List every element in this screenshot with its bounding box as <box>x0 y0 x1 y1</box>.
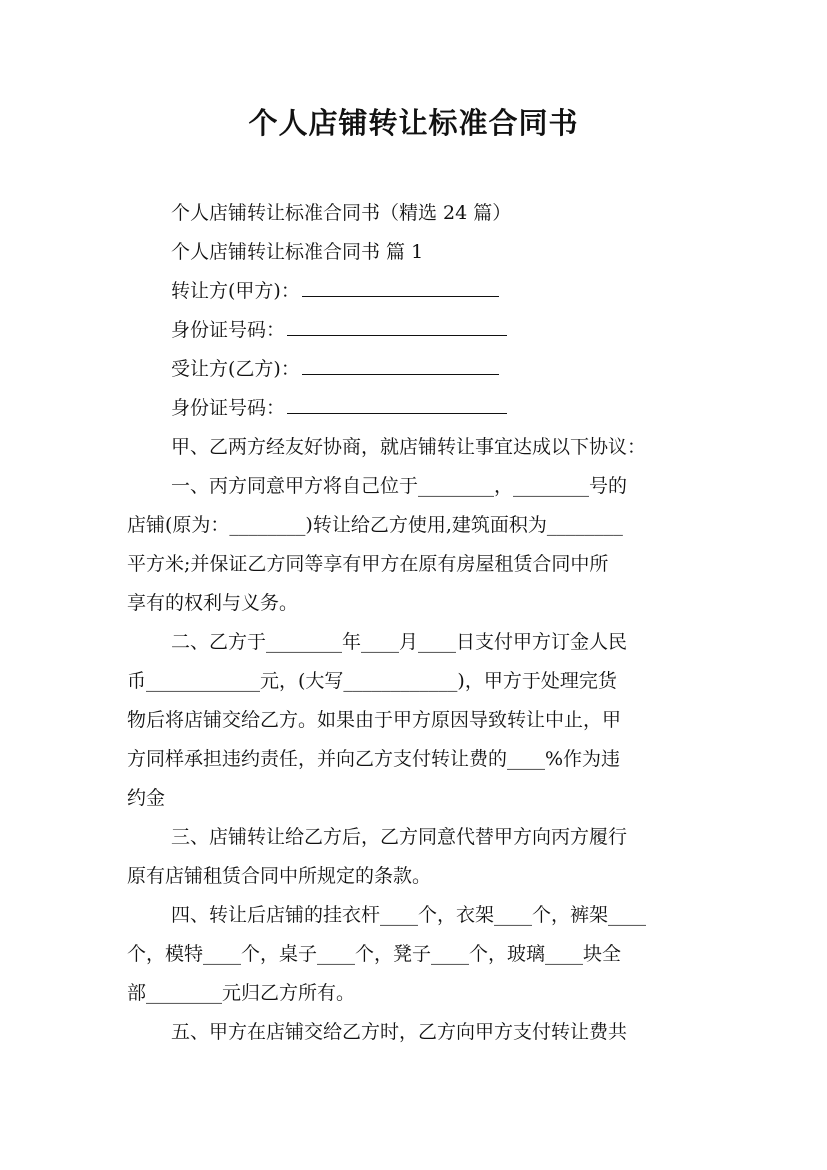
clause-2-line: 约金 <box>127 787 166 809</box>
party-b-row <box>127 350 705 389</box>
party-b-blank <box>302 355 499 375</box>
clause-2-line: 物后将店铺交给乙方。如果由于甲方原因导致转让中止，甲 <box>127 709 622 731</box>
clause-3-line: 原有店铺租赁合同中所规定的条款。 <box>127 865 432 887</box>
party-a-blank <box>302 277 499 297</box>
clause-2-line: 币____________元，(大写____________)，甲方于处理完货 <box>127 670 617 692</box>
clause-2-line: 二、乙方于________年____月____日支付甲方订金人民 <box>171 631 628 653</box>
clause-1-line: 店铺(原为：________)转让给乙方使用,建筑面积为________ <box>127 514 623 536</box>
clause-3-line: 三、店铺转让给乙方后，乙方同意代替甲方向丙方履行 <box>171 826 628 848</box>
intro-line: 个人店铺转让标准合同书（精选 24 篇） <box>171 202 512 224</box>
party-b-id-label: 身份证号码： <box>171 397 286 419</box>
document-title: 个人店铺转让标准合同书 <box>248 106 579 140</box>
section-heading: 个人店铺转让标准合同书 篇 1 <box>171 241 424 263</box>
clause-4-line: 个，模特____个，桌子____个，凳子____个，玻璃____块全 <box>127 943 622 965</box>
party-a-id-blank <box>287 316 507 336</box>
party-b-id-row <box>127 389 705 428</box>
agreement-intro: 甲、乙两方经友好协商，就店铺转让事宜达成以下协议： <box>171 436 647 458</box>
party-b-id-blank <box>287 394 507 414</box>
clause-5-line: 五、甲方在店铺交给乙方时，乙方向甲方支付转让费共 <box>171 1021 628 1043</box>
party-b-label: 受让方(乙方)： <box>171 358 300 380</box>
party-a-id-row <box>127 311 705 350</box>
clause-4-line: 部________元归乙方所有。 <box>127 982 356 1004</box>
party-a-row <box>127 272 705 311</box>
clause-2-line: 方同样承担违约责任，并向乙方支付转让费的____%作为违 <box>127 748 621 770</box>
clause-1-line: 享有的权利与义务。 <box>127 592 299 614</box>
clause-4-line: 四、转让后店铺的挂衣杆____个，衣架____个，裤架____ <box>171 904 647 926</box>
clause-1-line: 平方米;并保证乙方同等享有甲方在原有房屋租赁合同中所 <box>127 553 609 575</box>
clause-1-line: 一、丙方同意甲方将自己位于________，________号的 <box>171 475 628 497</box>
party-a-id-label: 身份证号码： <box>171 319 286 341</box>
party-a-label: 转让方(甲方)： <box>171 280 300 302</box>
